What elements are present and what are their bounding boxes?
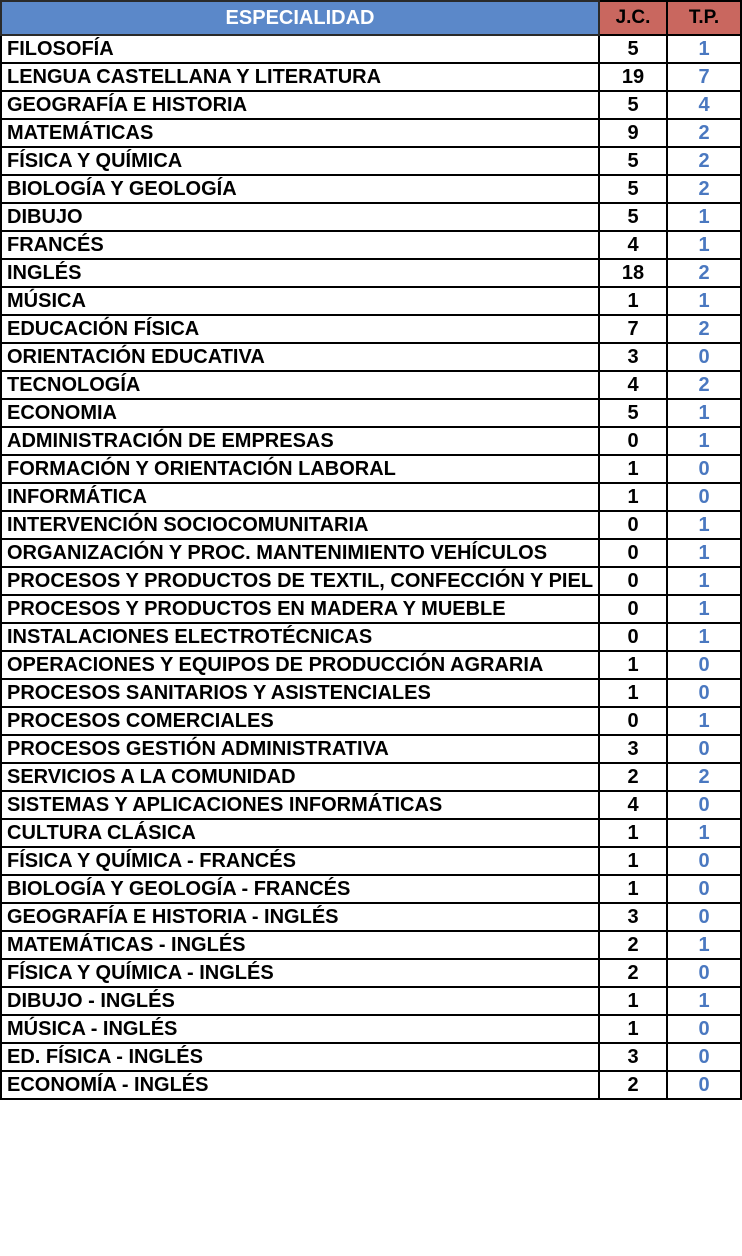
tp-count-cell: 4 [667, 91, 741, 119]
table-row [1, 931, 741, 959]
specialty-name-cell: GEOGRAFÍA E HISTORIA [1, 91, 599, 119]
header-jc: J.C. [599, 1, 667, 35]
jc-count-cell: 0 [599, 511, 667, 539]
tp-count-cell: 0 [667, 1043, 741, 1071]
jc-count-cell: 3 [599, 903, 667, 931]
table-row [1, 483, 741, 511]
tp-count-cell: 0 [667, 1015, 741, 1043]
tp-count-cell: 0 [667, 791, 741, 819]
specialty-name-cell: MATEMÁTICAS [1, 119, 599, 147]
jc-count-cell: 3 [599, 1043, 667, 1071]
jc-count-cell: 2 [599, 959, 667, 987]
specialty-name-cell: SISTEMAS Y APLICACIONES INFORMÁTICAS [1, 791, 599, 819]
specialty-name-cell: CULTURA CLÁSICA [1, 819, 599, 847]
table-row [1, 875, 741, 903]
tp-count-cell: 1 [667, 203, 741, 231]
jc-count-cell: 5 [599, 35, 667, 63]
specialty-name-cell: INTERVENCIÓN SOCIOCOMUNITARIA [1, 511, 599, 539]
jc-count-cell: 0 [599, 595, 667, 623]
header-tp: T.P. [667, 1, 741, 35]
table-row [1, 511, 741, 539]
tp-count-cell: 1 [667, 595, 741, 623]
specialty-name-cell: INGLÉS [1, 259, 599, 287]
tp-count-cell: 1 [667, 35, 741, 63]
jc-count-cell: 1 [599, 483, 667, 511]
tp-count-cell: 7 [667, 63, 741, 91]
jc-count-cell: 4 [599, 371, 667, 399]
jc-count-cell: 1 [599, 287, 667, 315]
tp-count-cell: 2 [667, 119, 741, 147]
specialty-name-cell: MATEMÁTICAS - INGLÉS [1, 931, 599, 959]
table-row [1, 231, 741, 259]
tp-count-cell: 1 [667, 931, 741, 959]
tp-count-cell: 1 [667, 819, 741, 847]
table-row [1, 595, 741, 623]
tp-count-cell: 1 [667, 987, 741, 1015]
table-row [1, 735, 741, 763]
table-row [1, 791, 741, 819]
specialty-name-cell: GEOGRAFÍA E HISTORIA - INGLÉS [1, 903, 599, 931]
table-row [1, 63, 741, 91]
specialty-name-cell: BIOLOGÍA Y GEOLOGÍA - FRANCÉS [1, 875, 599, 903]
specialty-name-cell: OPERACIONES Y EQUIPOS DE PRODUCCIÓN AGRARIA [1, 651, 599, 679]
jc-count-cell: 0 [599, 567, 667, 595]
specialty-name-cell: ECONOMÍA - INGLÉS [1, 1071, 599, 1099]
table-row [1, 287, 741, 315]
table-body [1, 35, 741, 1099]
jc-count-cell: 2 [599, 763, 667, 791]
tp-count-cell: 0 [667, 343, 741, 371]
table-row [1, 623, 741, 651]
jc-count-cell: 7 [599, 315, 667, 343]
tp-count-cell: 0 [667, 483, 741, 511]
specialty-name-cell: PROCESOS COMERCIALES [1, 707, 599, 735]
specialty-name-cell: ECONOMIA [1, 399, 599, 427]
tp-count-cell: 1 [667, 427, 741, 455]
tp-count-cell: 1 [667, 539, 741, 567]
table-row [1, 707, 741, 735]
table-row [1, 819, 741, 847]
specialty-name-cell: INSTALACIONES ELECTROTÉCNICAS [1, 623, 599, 651]
table-row [1, 35, 741, 63]
tp-count-cell: 0 [667, 735, 741, 763]
tp-count-cell: 2 [667, 371, 741, 399]
specialty-name-cell: EDUCACIÓN FÍSICA [1, 315, 599, 343]
specialty-name-cell: ORIENTACIÓN EDUCATIVA [1, 343, 599, 371]
tp-count-cell: 1 [667, 567, 741, 595]
table-row [1, 147, 741, 175]
jc-count-cell: 1 [599, 1015, 667, 1043]
tp-count-cell: 1 [667, 231, 741, 259]
table-row [1, 315, 741, 343]
specialty-name-cell: FRANCÉS [1, 231, 599, 259]
table-row [1, 343, 741, 371]
jc-count-cell: 1 [599, 875, 667, 903]
table-row [1, 651, 741, 679]
jc-count-cell: 0 [599, 707, 667, 735]
specialty-name-cell: ADMINISTRACIÓN DE EMPRESAS [1, 427, 599, 455]
table-row [1, 1015, 741, 1043]
jc-count-cell: 5 [599, 203, 667, 231]
tp-count-cell: 1 [667, 707, 741, 735]
table-row [1, 119, 741, 147]
jc-count-cell: 5 [599, 147, 667, 175]
tp-count-cell: 2 [667, 147, 741, 175]
tp-count-cell: 0 [667, 875, 741, 903]
jc-count-cell: 4 [599, 791, 667, 819]
specialty-name-cell: FORMACIÓN Y ORIENTACIÓN LABORAL [1, 455, 599, 483]
jc-count-cell: 1 [599, 987, 667, 1015]
tp-count-cell: 0 [667, 679, 741, 707]
header-especialidad: ESPECIALIDAD [1, 1, 599, 35]
jc-count-cell: 0 [599, 623, 667, 651]
table-row [1, 91, 741, 119]
specialty-name-cell: ED. FÍSICA - INGLÉS [1, 1043, 599, 1071]
jc-count-cell: 5 [599, 399, 667, 427]
tp-count-cell: 1 [667, 399, 741, 427]
tp-count-cell: 1 [667, 623, 741, 651]
jc-count-cell: 4 [599, 231, 667, 259]
tp-count-cell: 0 [667, 903, 741, 931]
table-row [1, 427, 741, 455]
table-row [1, 987, 741, 1015]
tp-count-cell: 2 [667, 315, 741, 343]
tp-count-cell: 1 [667, 511, 741, 539]
table-row [1, 371, 741, 399]
specialty-name-cell: PROCESOS SANITARIOS Y ASISTENCIALES [1, 679, 599, 707]
table-row [1, 455, 741, 483]
specialty-name-cell: PROCESOS Y PRODUCTOS DE TEXTIL, CONFECCIÓN Y PIEL [1, 567, 599, 595]
jc-count-cell: 2 [599, 1071, 667, 1099]
table-row [1, 175, 741, 203]
table-row [1, 763, 741, 791]
tp-count-cell: 0 [667, 1071, 741, 1099]
jc-count-cell: 19 [599, 63, 667, 91]
tp-count-cell: 0 [667, 847, 741, 875]
specialty-name-cell: FÍSICA Y QUÍMICA - INGLÉS [1, 959, 599, 987]
specialty-name-cell: FÍSICA Y QUÍMICA - FRANCÉS [1, 847, 599, 875]
jc-count-cell: 1 [599, 819, 667, 847]
specialty-name-cell: PROCESOS GESTIÓN ADMINISTRATIVA [1, 735, 599, 763]
tp-count-cell: 1 [667, 287, 741, 315]
tp-count-cell: 0 [667, 651, 741, 679]
specialty-name-cell: INFORMÁTICA [1, 483, 599, 511]
jc-count-cell: 0 [599, 539, 667, 567]
jc-count-cell: 3 [599, 735, 667, 763]
specialty-name-cell: DIBUJO [1, 203, 599, 231]
specialty-name-cell: MÚSICA [1, 287, 599, 315]
table-row [1, 903, 741, 931]
table-row [1, 259, 741, 287]
table-row [1, 847, 741, 875]
table-row [1, 679, 741, 707]
table-row [1, 539, 741, 567]
tp-count-cell: 2 [667, 763, 741, 791]
header-row [1, 1, 741, 35]
tp-count-cell: 2 [667, 175, 741, 203]
specialty-name-cell: FÍSICA Y QUÍMICA [1, 147, 599, 175]
jc-count-cell: 0 [599, 427, 667, 455]
jc-count-cell: 1 [599, 847, 667, 875]
tp-count-cell: 2 [667, 259, 741, 287]
specialty-name-cell: BIOLOGÍA Y GEOLOGÍA [1, 175, 599, 203]
jc-count-cell: 5 [599, 91, 667, 119]
specialty-name-cell: DIBUJO - INGLÉS [1, 987, 599, 1015]
table-row [1, 399, 741, 427]
tp-count-cell: 0 [667, 455, 741, 483]
table-row [1, 1043, 741, 1071]
specialty-name-cell: SERVICIOS A LA COMUNIDAD [1, 763, 599, 791]
jc-count-cell: 2 [599, 931, 667, 959]
table-row [1, 959, 741, 987]
specialty-name-cell: LENGUA CASTELLANA Y LITERATURA [1, 63, 599, 91]
specialty-name-cell: MÚSICA - INGLÉS [1, 1015, 599, 1043]
jc-count-cell: 1 [599, 679, 667, 707]
specialty-name-cell: ORGANIZACIÓN Y PROC. MANTENIMIENTO VEHÍCULOS [1, 539, 599, 567]
table-row [1, 1071, 741, 1099]
jc-count-cell: 18 [599, 259, 667, 287]
table-row [1, 567, 741, 595]
specialty-name-cell: PROCESOS Y PRODUCTOS EN MADERA Y MUEBLE [1, 595, 599, 623]
jc-count-cell: 1 [599, 651, 667, 679]
specialty-name-cell: FILOSOFÍA [1, 35, 599, 63]
jc-count-cell: 9 [599, 119, 667, 147]
specialty-name-cell: TECNOLOGÍA [1, 371, 599, 399]
tp-count-cell: 0 [667, 959, 741, 987]
jc-count-cell: 3 [599, 343, 667, 371]
jc-count-cell: 5 [599, 175, 667, 203]
jc-count-cell: 1 [599, 455, 667, 483]
table-row [1, 203, 741, 231]
